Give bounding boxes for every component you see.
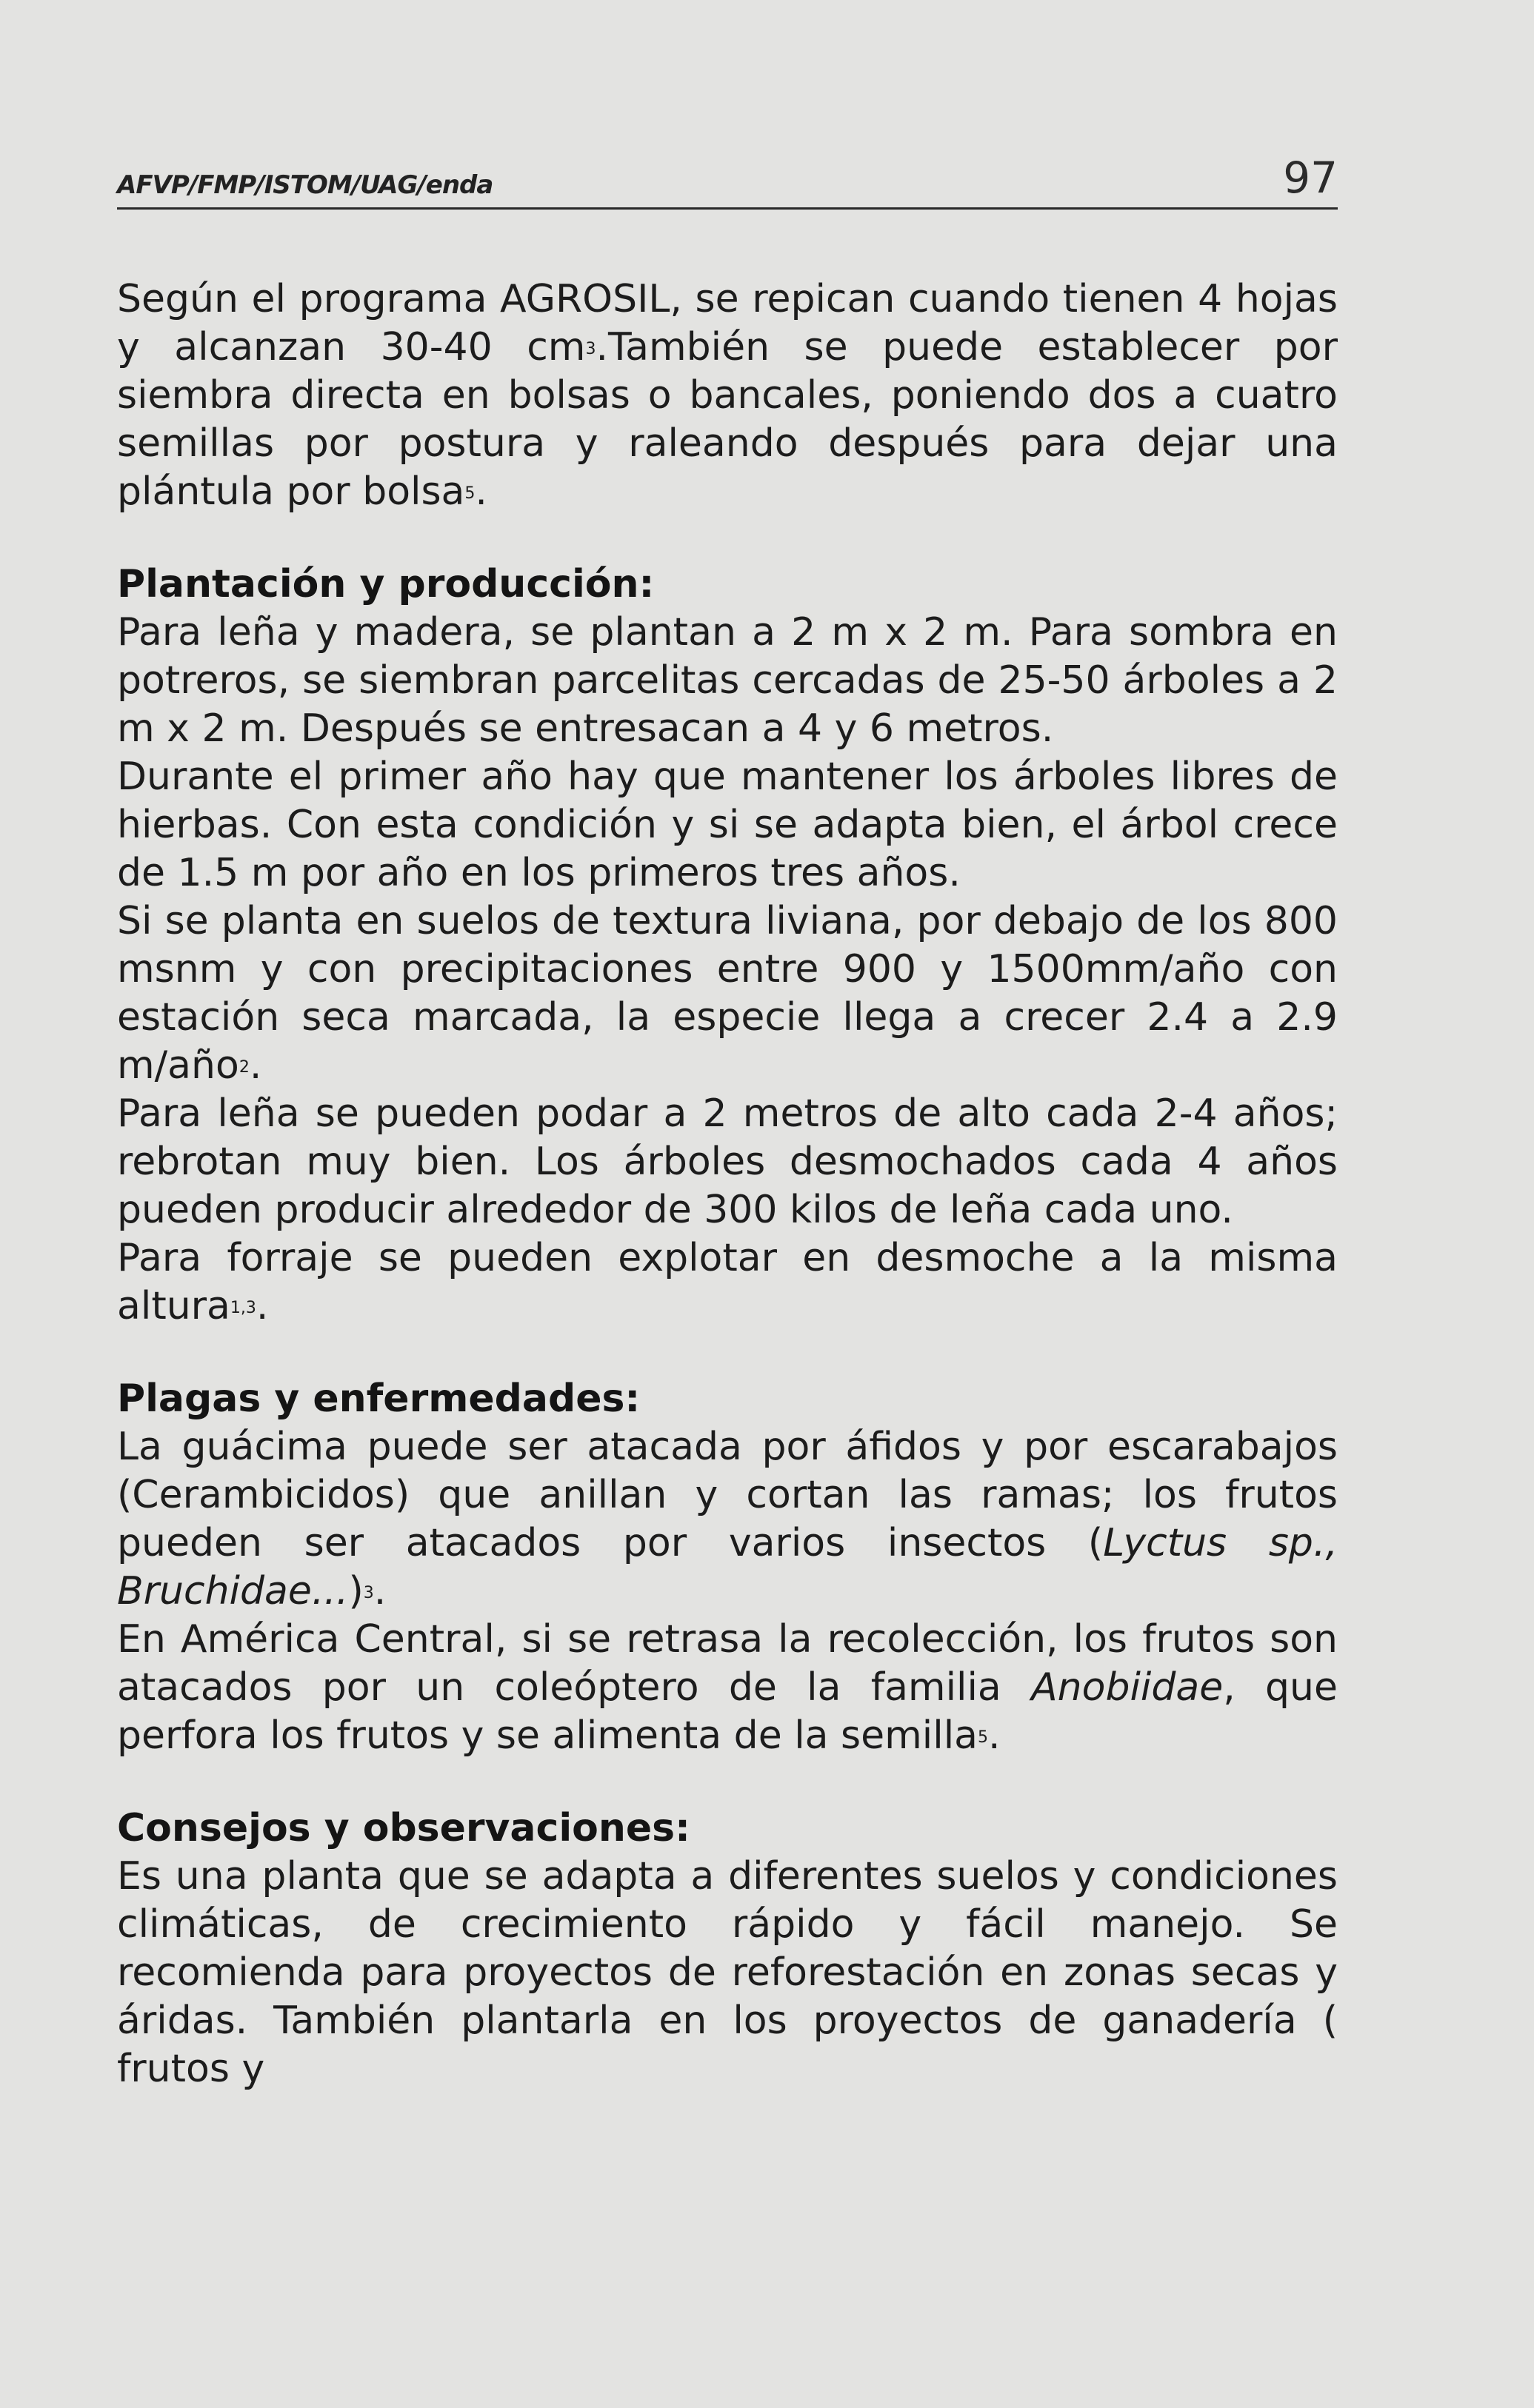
plantacion-paragraph-2: Durante el primer año hay que mantener los árboles libres de hierbas. Con esta condición y si se adapta bien, el árbol crece de 1.5 m por año en los primeros tres años. (117, 755, 1338, 895)
plantacion-paragraph-1: Para leña y madera, se plantan a 2 m x 2 m. Para sombra en potreros, se siembran parcelitas cercadas de 25-50 árboles a 2 m x 2 m. Después se entresacan a 4 y 6 metros. (117, 610, 1338, 751)
superscript-reference: 1,3 (230, 1299, 256, 1317)
plagas-paragraph-1 (117, 1423, 1338, 1616)
superscript-reference: 2 (239, 1058, 250, 1077)
superscript-reference: 5 (464, 484, 476, 503)
text-run: , que perfora los frutos y se alimenta de la semilla (117, 1665, 1338, 1758)
text-run: Si se planta en suelos de textura liviana, por debajo de los 800 msnm y con precipitaciones entre 900 y 1500mm/año con estación seca marcada, la especie llega a crecer 2.4 a 2.9 m/año (117, 899, 1338, 1088)
plantacion-paragraph-3 (117, 897, 1338, 1090)
plantacion-paragraph-5 (117, 1234, 1338, 1331)
text-run: .También se puede establecer por siembra directa en bolsas o bancales, poniendo dos a cuatro semillas por postura y raleando después para dejar una plántula por bolsa (117, 325, 1338, 514)
text-run: Según el programa AGROSIL, se repican cuando tienen 4 hojas y alcanzan 30-40 cm (117, 277, 1338, 369)
superscript-reference: 3 (585, 340, 596, 358)
text-run: . (373, 1569, 387, 1613)
text-run: . (249, 1043, 262, 1088)
section-heading-plantacion: Plantación y producción: (117, 562, 655, 606)
page-header (117, 141, 1338, 210)
text-run: Para forraje se pueden explotar en desmoche a la misma altura (117, 1236, 1338, 1328)
running-head: AFVP/FMP/ISTOM/UAG/enda (117, 170, 493, 200)
section-heading-plagas: Plagas y enfermedades: (117, 1377, 641, 1421)
text-run: . (988, 1713, 1001, 1758)
text-run: . (475, 469, 487, 514)
italic-species-names: Lyctus sp., Bruchidae... (117, 1521, 1338, 1613)
text-run: En América Central, si se retrasa la recolección, los frutos son atacados por un coleóptero de la familia (117, 1617, 1338, 1710)
italic-family-name: Anobiidae (1031, 1665, 1224, 1710)
superscript-reference: 5 (978, 1728, 989, 1747)
intro-paragraph (117, 275, 1338, 516)
plagas-paragraph-2 (117, 1616, 1338, 1760)
page-content (117, 275, 1338, 2093)
consejos-paragraph-1: Es una planta que se adapta a diferentes suelos y condiciones climáticas, de crecimiento rápido y fácil manejo. Se recomienda para proyectos de reforestación en zonas secas y áridas. También plantarla en los proyectos de ganadería ( frutos y (117, 1854, 1338, 2091)
text-run: La guácima puede ser atacada por áfidos y por escarabajos (Cerambicidos) que anillan y cortan las ramas; los frutos pueden ser atacados por varios insectos ( (117, 1425, 1338, 1565)
page-number: 97 (1283, 153, 1338, 203)
section-heading-consejos: Consejos y observaciones: (117, 1806, 690, 1850)
superscript-reference: 3 (363, 1584, 374, 1602)
text-run: . (256, 1284, 269, 1328)
plantacion-paragraph-4: Para leña se pueden podar a 2 metros de alto cada 2-4 años; rebrotan muy bien. Los árboles desmochados cada 4 años pueden producir alrededor de 300 kilos de leña cada uno. (117, 1091, 1338, 1232)
text-run: ) (348, 1569, 364, 1613)
